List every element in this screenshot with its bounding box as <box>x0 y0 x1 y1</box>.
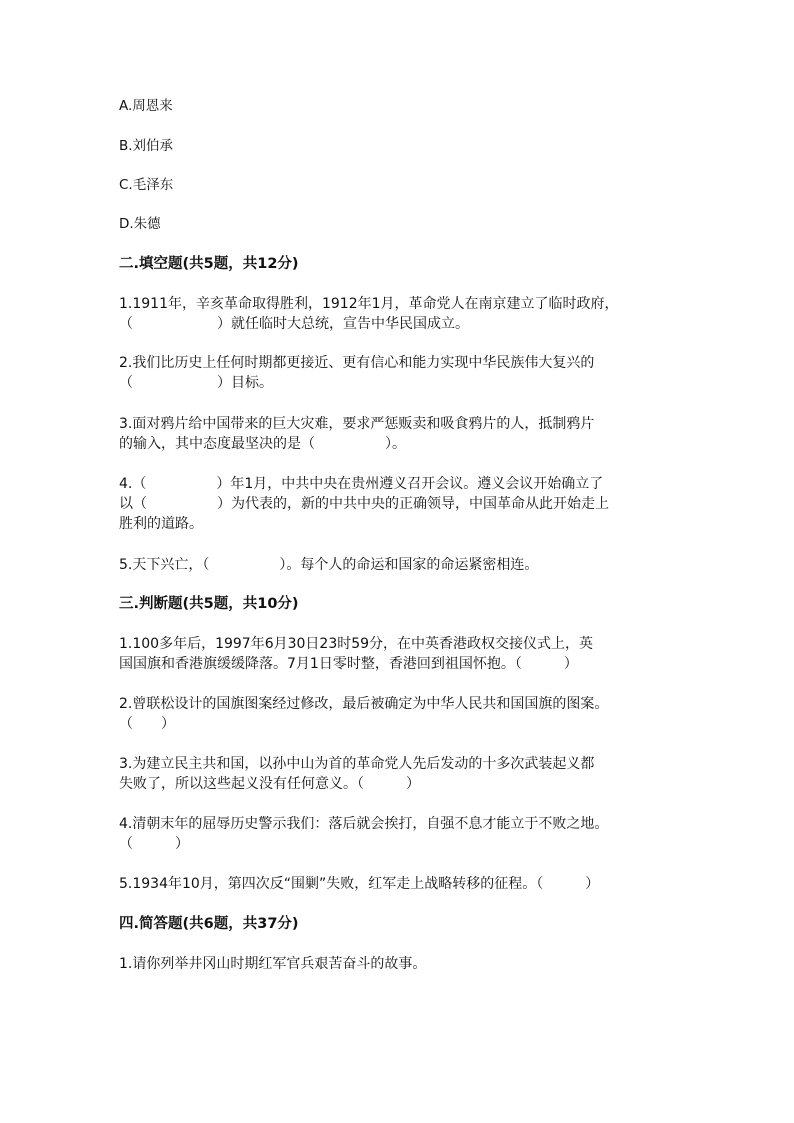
question-text: 国国旗和香港旗缓缓降落。7月1日零时整，香港回到祖国怀抱。（ ） <box>119 656 578 672</box>
option-c: C.毛泽东 <box>119 177 174 193</box>
question-text: 5.1934年10月，第四次反“围剿”失败，红军走上战略转移的征程。（ ） <box>119 876 600 892</box>
question-text: 4.清朝末年的屈辱历史警示我们：落后就会挨打，自强不息才能立于不败之地。 <box>119 816 609 832</box>
question-text: 以（ ）为代表的，新的中共中央的正确领导，中国革命从此开始走上 <box>119 496 609 512</box>
section-title-fill-blank: 二.填空题(共5题，共12分) <box>119 256 299 272</box>
option-b: B.刘伯承 <box>119 138 174 154</box>
question-text: 2.曾联松设计的国旗图案经过修改，最后被确定为中华人民共和国国旗的图案。 <box>119 696 609 712</box>
question-text: 1.1911年，辛亥革命取得胜利，1912年1月，革命党人在南京建立了临时政府， <box>119 296 619 312</box>
question-text: （ ）就任临时大总统，宣告中华民国成立。 <box>119 316 469 332</box>
question-text: 的输入，其中态度最坚决的是（ ）。 <box>119 436 406 452</box>
question-text: （ ）目标。 <box>119 375 273 391</box>
question-text: 3.面对鸦片给中国带来的巨大灾难，要求严惩贩卖和吸食鸦片的人，抵制鸦片 <box>119 416 595 432</box>
question-text: 1.100多年后，1997年6月30日23时59分，在中英香港政权交接仪式上，英 <box>119 636 594 652</box>
question-text: 胜利的道路。 <box>119 516 203 532</box>
section-title-short-answer: 四.简答题(共6题，共37分) <box>119 916 299 932</box>
question-text: （ ） <box>119 716 175 732</box>
question-text: （ ） <box>119 836 189 852</box>
question-text: 3.为建立民主共和国，以孙中山为首的革命党人先后发动的十多次武装起义都 <box>119 756 595 772</box>
section-title-true-false: 三.判断题(共5题，共10分) <box>119 596 299 612</box>
question-text: 2.我们比历史上任何时期都更接近、更有信心和能力实现中华民族伟大复兴的 <box>119 355 595 371</box>
question-text: 5.天下兴亡，（ ）。每个人的命运和国家的命运紧密相连。 <box>119 557 539 573</box>
question-text: 1.请你列举井冈山时期红军官兵艰苦奋斗的故事。 <box>119 956 427 972</box>
question-text: 失败了，所以这些起义没有任何意义。（ ） <box>119 776 420 792</box>
question-text: 4.（ ）年1月，中共中央在贵州遵义召开会议。遵义会议开始确立了 <box>119 476 604 492</box>
option-a: A.周恩来 <box>119 98 173 114</box>
option-d: D.朱德 <box>119 216 161 232</box>
